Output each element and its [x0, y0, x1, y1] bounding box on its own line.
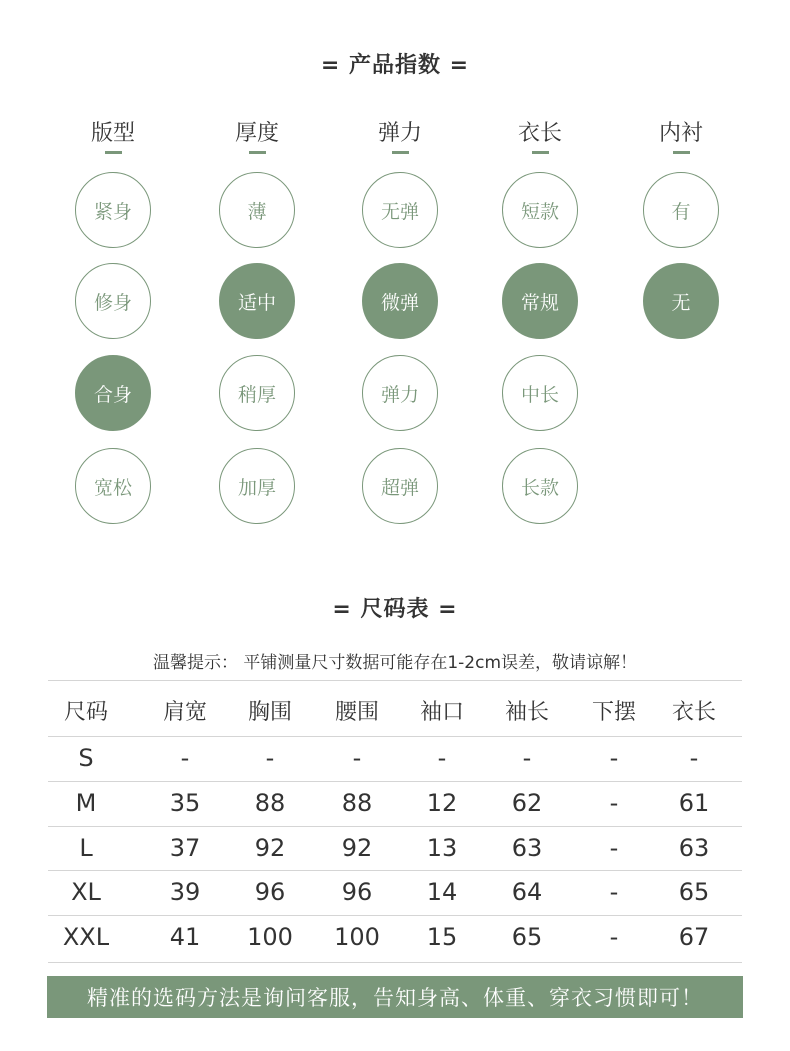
product-index-title: = 产品指数 = — [320, 53, 470, 78]
index-option: 超弹 — [362, 448, 438, 524]
table-cell: - — [609, 923, 619, 951]
measurement-note: 温馨提示： 平铺测量尺寸数据可能存在1-2cm误差，敬请谅解！ — [152, 653, 638, 673]
index-option: 无弹 — [362, 172, 438, 248]
table-divider — [48, 870, 742, 871]
size-chart-title: = 尺码表 = — [332, 597, 458, 622]
table-cell: 92 — [341, 834, 373, 862]
table-header-cell: 胸围 — [247, 700, 292, 725]
table-cell: - — [689, 744, 699, 772]
index-option: 紧身 — [75, 172, 151, 248]
column-header-underline — [673, 151, 690, 154]
table-header-cell: 肩宽 — [162, 700, 207, 725]
table-cell: - — [522, 744, 532, 772]
table-header-cell: 腰围 — [334, 700, 379, 725]
table-cell: 100 — [334, 923, 380, 951]
index-option-selected: 适中 — [219, 263, 295, 339]
size-label-cell: M — [75, 789, 97, 817]
table-cell: 96 — [254, 878, 286, 906]
table-cell: 39 — [169, 878, 201, 906]
table-cell: - — [352, 744, 362, 772]
table-cell: 61 — [678, 789, 710, 817]
size-label-cell: L — [79, 834, 93, 862]
table-divider — [48, 962, 742, 963]
footer-banner: 精准的选码方法是询问客服，告知身高、体重、穿衣习惯即可！ — [47, 976, 743, 1018]
table-cell: 67 — [678, 923, 710, 951]
table-cell: 65 — [678, 878, 710, 906]
table-cell: 15 — [426, 923, 458, 951]
table-cell: 13 — [426, 834, 458, 862]
table-cell: - — [437, 744, 447, 772]
index-option: 修身 — [75, 263, 151, 339]
index-option: 宽松 — [75, 448, 151, 524]
table-divider — [48, 736, 742, 737]
table-cell: 14 — [426, 878, 458, 906]
table-cell: - — [265, 744, 275, 772]
index-option-selected: 常规 — [502, 263, 578, 339]
column-header-underline — [532, 151, 549, 154]
table-cell: 12 — [426, 789, 458, 817]
table-cell: 64 — [511, 878, 543, 906]
column-header-underline — [105, 151, 122, 154]
table-header-cell: 尺码 — [63, 700, 108, 725]
table-cell: 92 — [254, 834, 286, 862]
index-option: 短款 — [502, 172, 578, 248]
table-header-cell: 袖长 — [504, 700, 549, 725]
size-label-cell: XL — [71, 878, 101, 906]
index-column-header: 版型 — [90, 121, 135, 146]
index-column-header: 厚度 — [234, 121, 279, 146]
table-cell: 88 — [254, 789, 286, 817]
table-header-cell: 袖口 — [419, 700, 464, 725]
index-option: 加厚 — [219, 448, 295, 524]
table-cell: 96 — [341, 878, 373, 906]
table-cell: 88 — [341, 789, 373, 817]
index-column-header: 内衬 — [658, 121, 703, 146]
table-cell: - — [180, 744, 190, 772]
index-option: 长款 — [502, 448, 578, 524]
index-column-header: 弹力 — [377, 121, 422, 146]
index-option: 中长 — [502, 355, 578, 431]
table-cell: - — [609, 834, 619, 862]
table-cell: 100 — [247, 923, 293, 951]
table-divider — [48, 915, 742, 916]
column-header-underline — [249, 151, 266, 154]
size-label-cell: XXL — [62, 923, 110, 951]
table-cell: - — [609, 789, 619, 817]
index-option: 有 — [643, 172, 719, 248]
table-cell: 65 — [511, 923, 543, 951]
table-divider — [48, 781, 742, 782]
table-header-cell: 下摆 — [591, 700, 636, 725]
size-label-cell: S — [78, 744, 94, 772]
index-option-selected: 合身 — [75, 355, 151, 431]
table-cell: 35 — [169, 789, 201, 817]
index-option: 稍厚 — [219, 355, 295, 431]
table-cell: - — [609, 744, 619, 772]
column-header-underline — [392, 151, 409, 154]
index-option: 薄 — [219, 172, 295, 248]
table-header-cell: 衣长 — [671, 700, 716, 725]
index-option-selected: 无 — [643, 263, 719, 339]
table-cell: 63 — [511, 834, 543, 862]
index-option-selected: 微弹 — [362, 263, 438, 339]
table-cell: - — [609, 878, 619, 906]
index-option: 弹力 — [362, 355, 438, 431]
table-divider — [48, 680, 742, 681]
table-cell: 63 — [678, 834, 710, 862]
index-column-header: 衣长 — [517, 121, 562, 146]
table-divider — [48, 826, 742, 827]
table-cell: 41 — [169, 923, 201, 951]
table-cell: 37 — [169, 834, 201, 862]
table-cell: 62 — [511, 789, 543, 817]
